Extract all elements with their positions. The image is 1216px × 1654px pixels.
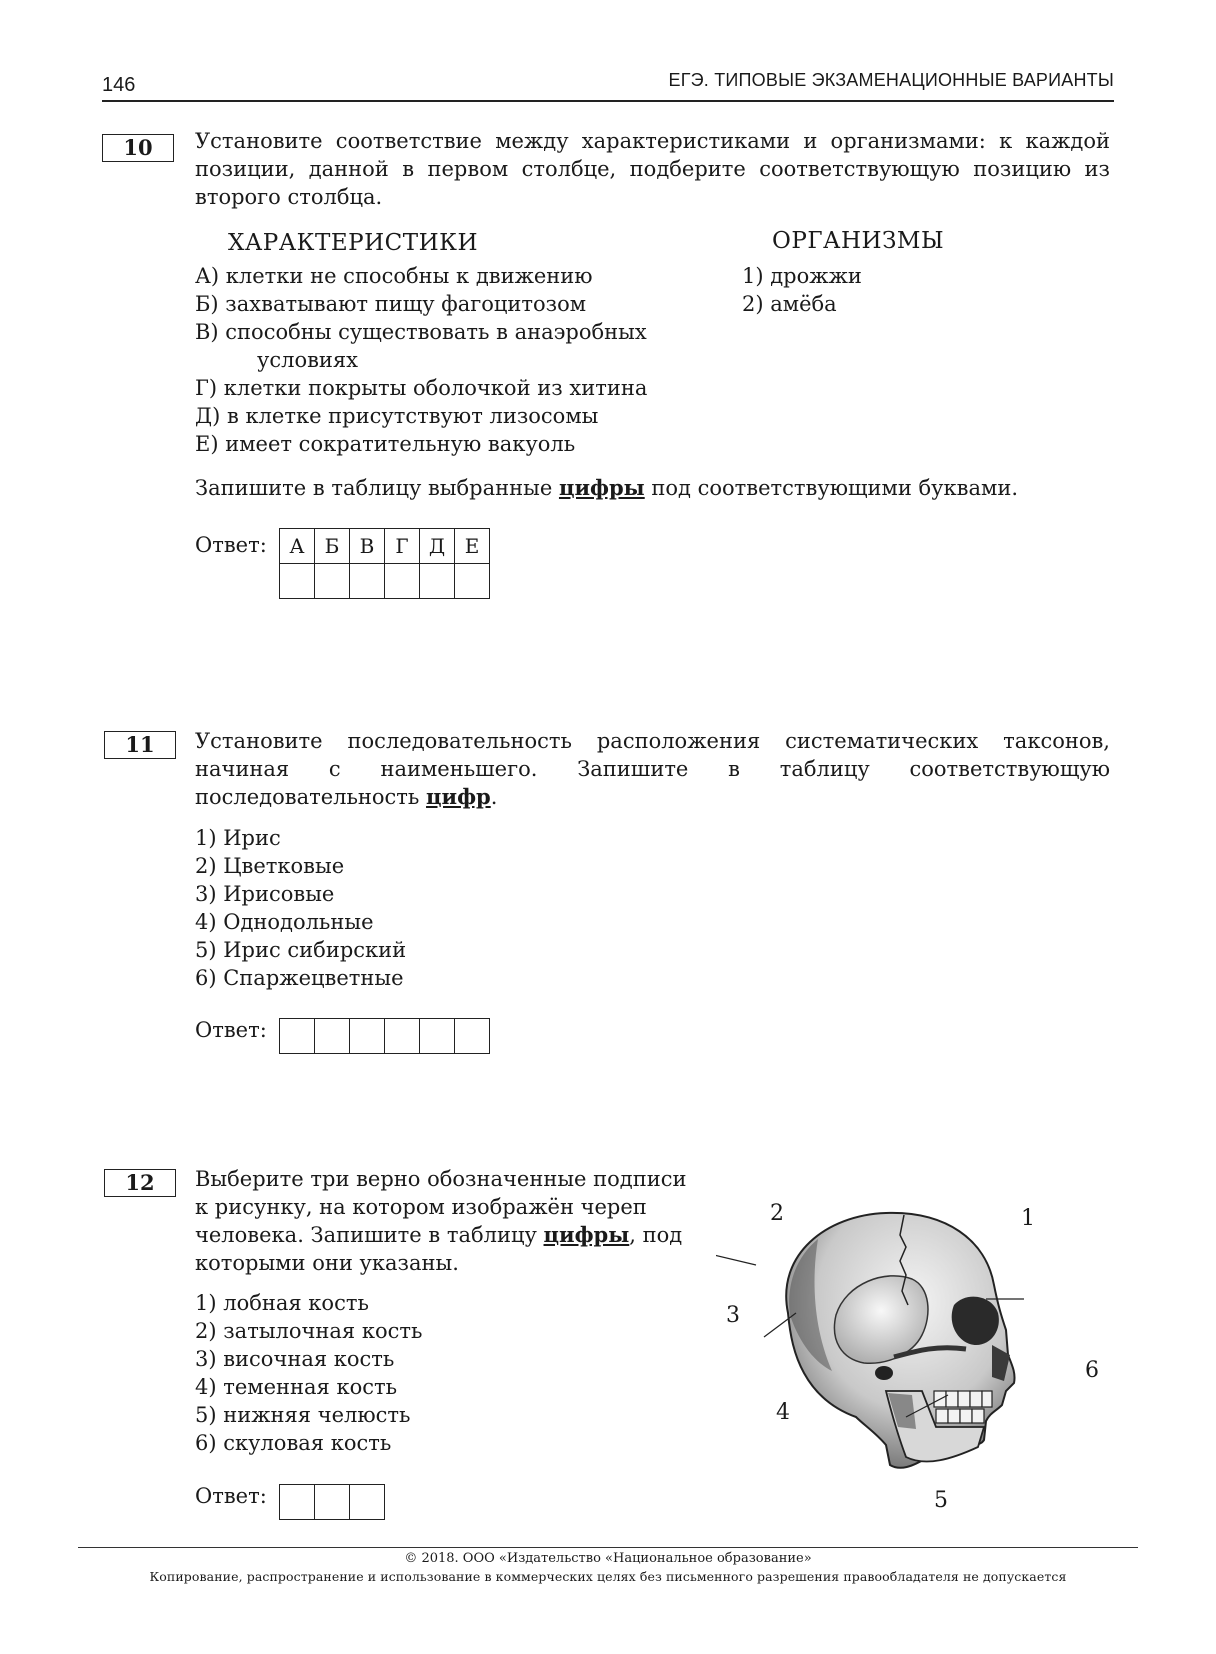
- organisms-list: [742, 262, 862, 318]
- answer-label: Ответ:: [195, 1018, 267, 1042]
- table-header-cell: Е: [455, 529, 490, 564]
- list-item: В) способны существовать в анаэробных: [195, 320, 647, 344]
- footer-notice: Копирование, распространение и использование в коммерческих целях без письменного разрешения правообладателя не допускается: [149, 1569, 1067, 1584]
- figure-label-4: 4: [776, 1400, 790, 1425]
- list-item: 3) Ирисовые: [195, 882, 335, 906]
- answer-cell[interactable]: [315, 564, 350, 599]
- table-header-cell: В: [350, 529, 385, 564]
- table-header-cell: А: [280, 529, 315, 564]
- list-item: Д) в клетке присутствуют лизосомы: [195, 404, 599, 428]
- figure-label-6: 6: [1085, 1358, 1099, 1383]
- question-10-text: Установите соответствие между характеристиками и организмами: к каждой позиции, данной в первом столбце, подберите соответствующую позицию из второго столбца.: [195, 129, 1110, 209]
- table-header-cell: Г: [385, 529, 420, 564]
- answer-cell[interactable]: [420, 1019, 455, 1054]
- question-11-number: 11: [104, 731, 176, 759]
- list-item: Е) имеет сократительную вакуоль: [195, 432, 576, 456]
- answer-cell[interactable]: [280, 1485, 315, 1520]
- answer-cell[interactable]: [350, 1485, 385, 1520]
- question-11-options: [195, 824, 406, 992]
- answer-cell[interactable]: [315, 1485, 350, 1520]
- list-item: 6) скуловая кость: [195, 1431, 392, 1455]
- organisms-heading: ОРГАНИЗМЫ: [772, 228, 945, 254]
- list-item: 6) Спаржецветные: [195, 966, 404, 990]
- question-10-instruction: Запишите в таблицу выбранные цифры под соответствующими буквами.: [195, 475, 1019, 500]
- list-item: 2) Цветковые: [195, 854, 345, 878]
- characteristics-heading: ХАРАКТЕРИСТИКИ: [228, 230, 479, 256]
- running-title: ЕГЭ. ТИПОВЫЕ ЭКЗАМЕНАЦИОННЫЕ ВАРИАНТЫ: [668, 70, 1114, 90]
- footer-rule: [78, 1547, 1138, 1548]
- question-11-text: Установите последовательность расположения систематических таксонов, начиная с наименьшего. Запишите в таблицу соответствующую последовательность цифр.: [195, 729, 1110, 809]
- question-12-number: 12: [104, 1169, 176, 1197]
- list-item: А) клетки не способны к движению: [195, 264, 593, 288]
- page-number: 146: [102, 74, 136, 96]
- answer-cell[interactable]: [385, 564, 420, 599]
- answer-cell[interactable]: [420, 564, 455, 599]
- answer-cell[interactable]: [385, 1019, 420, 1054]
- figure-label-1: 1: [1021, 1206, 1035, 1231]
- question-10-number: 10: [102, 134, 174, 162]
- answer-cell[interactable]: [280, 564, 315, 599]
- figure-label-5: 5: [934, 1488, 948, 1513]
- answer-label: Ответ:: [195, 1484, 267, 1508]
- list-item: 5) Ирис сибирский: [195, 938, 407, 962]
- answer-cell[interactable]: [455, 1019, 490, 1054]
- answer-table-10: [279, 528, 490, 599]
- list-item: условиях: [257, 348, 359, 372]
- question-12-options: [195, 1289, 422, 1457]
- list-item: 4) Однодольные: [195, 910, 374, 934]
- list-item: 3) височная кость: [195, 1347, 395, 1371]
- table-header-cell: Д: [420, 529, 455, 564]
- list-item: Б) захватывают пищу фагоцитозом: [195, 292, 587, 316]
- answer-cell[interactable]: [315, 1019, 350, 1054]
- list-item: 1) лобная кость: [195, 1291, 369, 1315]
- answer-cell[interactable]: [280, 1019, 315, 1054]
- list-item: 1) Ирис: [195, 826, 281, 850]
- characteristics-list: [195, 262, 647, 458]
- question-12-text: Выберите три верно обозначенные подписи к рисунку, на котором изображён череп человека. Запишите в таблицу цифры, под которыми они указаны.: [195, 1167, 687, 1275]
- answer-cell[interactable]: [350, 1019, 385, 1054]
- answer-table-11: [279, 1018, 490, 1054]
- list-item: 5) нижняя челюсть: [195, 1403, 411, 1427]
- header-rule: [102, 100, 1114, 102]
- table-header-cell: Б: [315, 529, 350, 564]
- answer-cell[interactable]: [350, 564, 385, 599]
- skull-illustration: [716, 1195, 1116, 1525]
- list-item: Г) клетки покрыты оболочкой из хитина: [195, 376, 648, 400]
- footer-copyright: © 2018. ООО «Издательство «Национальное образование»: [404, 1551, 812, 1566]
- list-item: 1) дрожжи: [742, 264, 862, 288]
- answer-label: Ответ:: [195, 533, 267, 557]
- answer-table-12: [279, 1484, 385, 1520]
- ear-canal: [875, 1366, 893, 1380]
- list-item: 2) амёба: [742, 292, 837, 316]
- figure-label-3: 3: [726, 1303, 740, 1328]
- teeth: [934, 1391, 992, 1423]
- answer-cell[interactable]: [455, 564, 490, 599]
- figure-label-2: 2: [770, 1201, 784, 1226]
- list-item: 2) затылочная кость: [195, 1319, 423, 1343]
- list-item: 4) теменная кость: [195, 1375, 398, 1399]
